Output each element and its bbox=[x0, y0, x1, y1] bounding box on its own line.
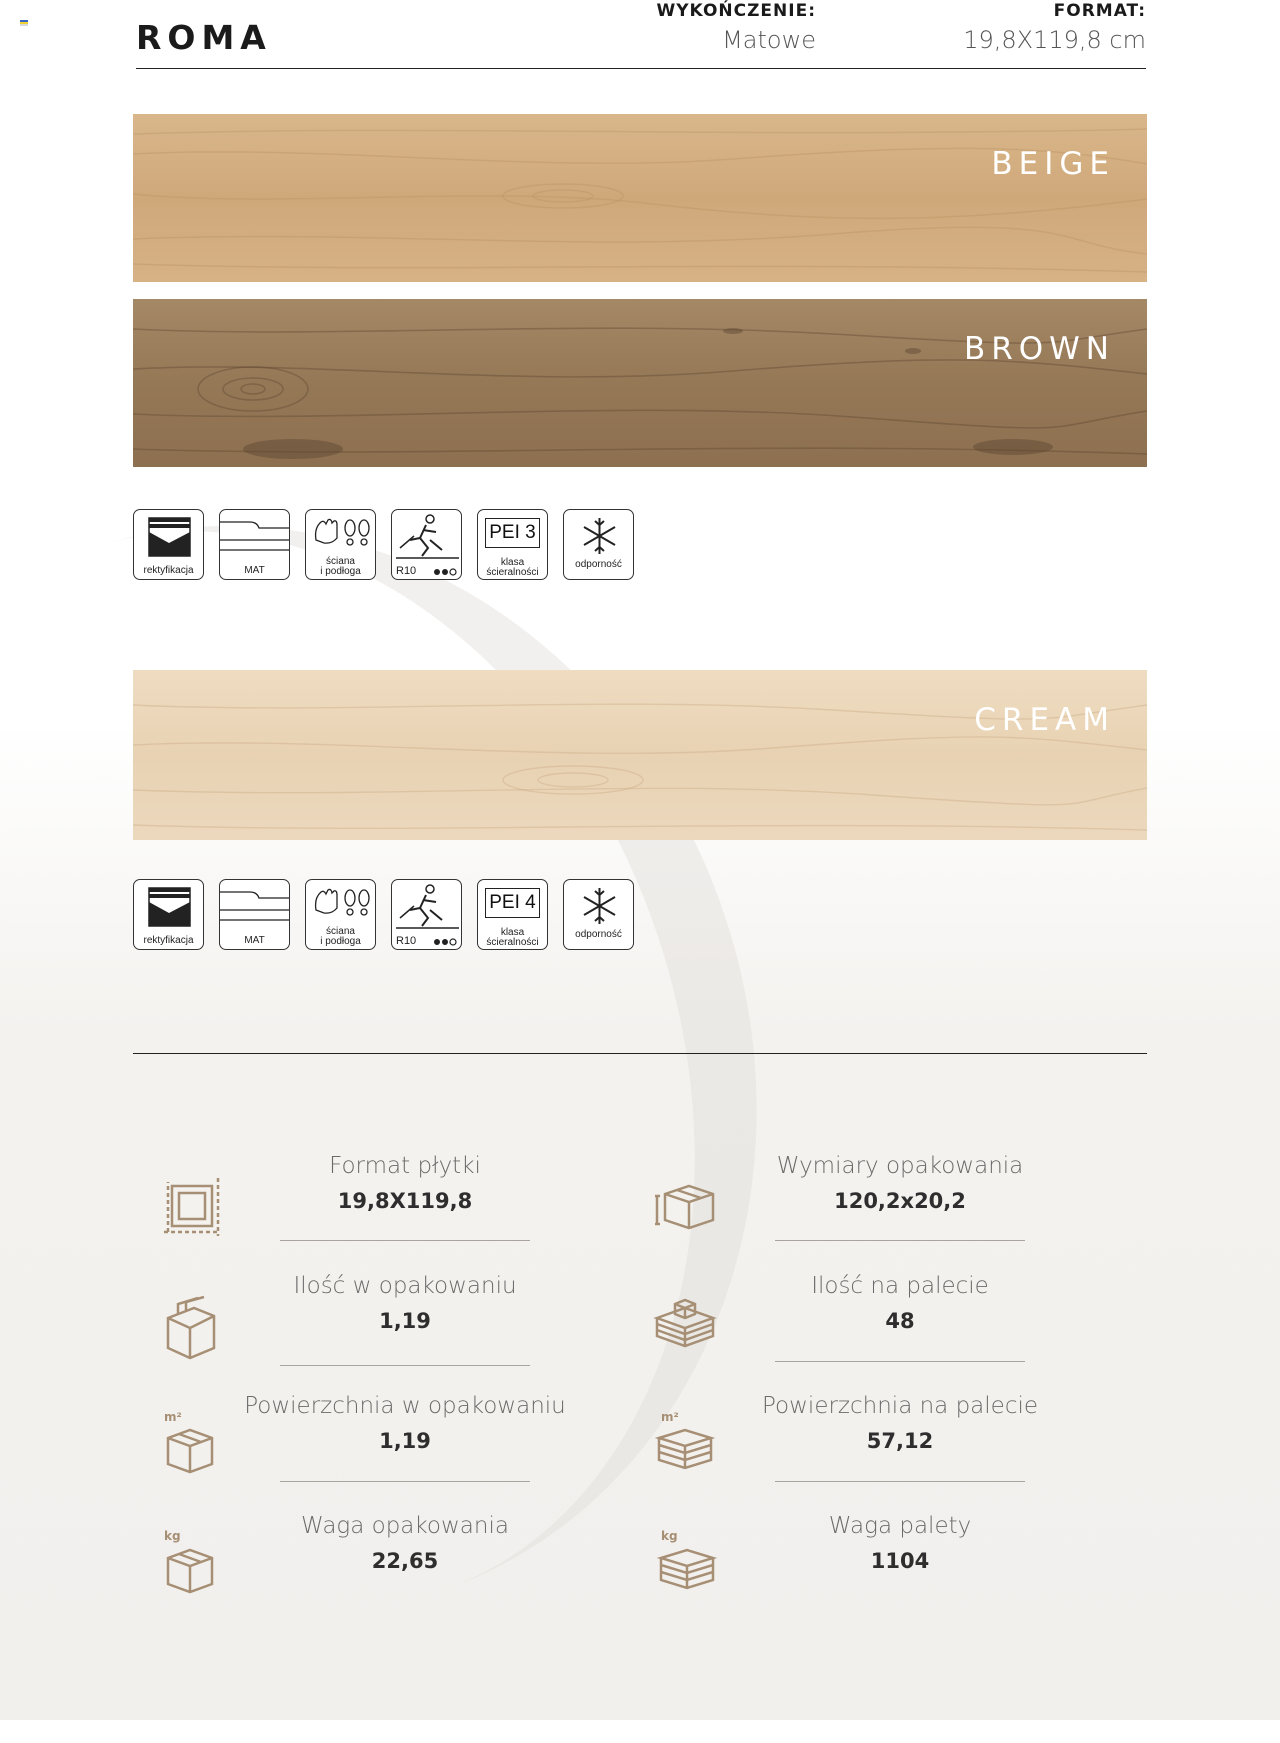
pallet-area-icon bbox=[657, 1426, 719, 1488]
format-label: FORMAT: bbox=[1053, 1, 1146, 21]
format-value: 19,8X119,8 cm bbox=[963, 26, 1146, 54]
pallet-quantity-icon bbox=[655, 1294, 717, 1356]
pei-rating: PEI 3 bbox=[485, 518, 540, 548]
rectification-caption: rektyfikacja bbox=[143, 935, 194, 946]
usage-caption: ściana i podłoga bbox=[320, 926, 361, 947]
package-dimensions-icon bbox=[655, 1180, 717, 1242]
pei-caption: klasa ścieralności bbox=[486, 927, 539, 948]
properties-icons-row bbox=[133, 879, 634, 950]
package-quantity-icon bbox=[164, 1298, 226, 1360]
tile-name: CREAM bbox=[974, 702, 1115, 738]
wall-and-floor-icon bbox=[305, 879, 376, 950]
properties-icons-row bbox=[133, 509, 634, 580]
pallet-weight-icon bbox=[659, 1546, 721, 1608]
slip-rating: R10 bbox=[396, 565, 417, 577]
spec-package-weight: Waga opakowania 22,65 bbox=[301, 1513, 509, 1573]
wall-and-floor-icon bbox=[305, 509, 376, 580]
pei-caption: klasa ścieralności bbox=[486, 557, 539, 578]
abrasion-class-icon bbox=[477, 879, 548, 950]
slip-rating: R10 bbox=[396, 935, 417, 947]
finish-caption: MAT bbox=[244, 935, 265, 946]
brand-logo: ROMA bbox=[136, 18, 272, 57]
section-divider bbox=[133, 1053, 1147, 1054]
tile-swatch-cream bbox=[133, 670, 1147, 840]
header-divider bbox=[136, 68, 1146, 69]
pei-rating: PEI 4 bbox=[485, 888, 540, 918]
tile-name: BEIGE bbox=[991, 146, 1115, 182]
spec-qty-per-pallet: Ilość na palecie 48 bbox=[730, 1273, 1070, 1333]
weight-unit-label: kg bbox=[164, 1529, 181, 1543]
rectification-icon bbox=[133, 509, 204, 580]
tile-format-icon bbox=[164, 1178, 226, 1240]
flag-icon bbox=[20, 20, 28, 26]
spec-tile-format: Format płytki 19,8X119,8 bbox=[235, 1153, 575, 1213]
package-area-icon bbox=[164, 1426, 226, 1488]
frost-resistance-icon bbox=[563, 879, 634, 950]
matte-finish-icon bbox=[219, 879, 290, 950]
rectification-icon bbox=[133, 879, 204, 950]
tile-swatch-beige bbox=[133, 114, 1147, 282]
finish-caption: MAT bbox=[244, 565, 265, 576]
finish-label: WYKOŃCZENIE: bbox=[656, 1, 816, 21]
frost-resistance-icon bbox=[563, 509, 634, 580]
spec-pallet-weight: Waga palety 1104 bbox=[828, 1513, 972, 1573]
slip-resistance-icon bbox=[391, 509, 462, 580]
frost-caption: odporność bbox=[575, 559, 622, 570]
matte-finish-icon bbox=[219, 509, 290, 580]
rectification-caption: rektyfikacja bbox=[143, 565, 194, 576]
abrasion-class-icon bbox=[477, 509, 548, 580]
frost-caption: odporność bbox=[575, 929, 622, 940]
area-unit-label: m² bbox=[164, 1410, 182, 1424]
spec-package-dimensions: Wymiary opakowania 120,2x20,2 bbox=[730, 1153, 1070, 1213]
slip-resistance-icon bbox=[391, 879, 462, 950]
usage-caption: ściana i podłoga bbox=[320, 556, 361, 577]
package-weight-icon bbox=[164, 1546, 226, 1608]
area-unit-label: m² bbox=[661, 1410, 679, 1424]
tile-swatch-brown bbox=[133, 299, 1147, 467]
tile-name: BROWN bbox=[963, 331, 1115, 367]
spec-area-per-pallet: Powierzchnia na palecie 57,12 bbox=[730, 1393, 1070, 1453]
spec-area-per-package: Powierzchnia w opakowaniu 1,19 bbox=[235, 1393, 575, 1453]
spec-qty-per-package: Ilość w opakowaniu 1,19 bbox=[235, 1273, 575, 1333]
finish-value: Matowe bbox=[722, 26, 816, 54]
weight-unit-label: kg bbox=[661, 1529, 678, 1543]
